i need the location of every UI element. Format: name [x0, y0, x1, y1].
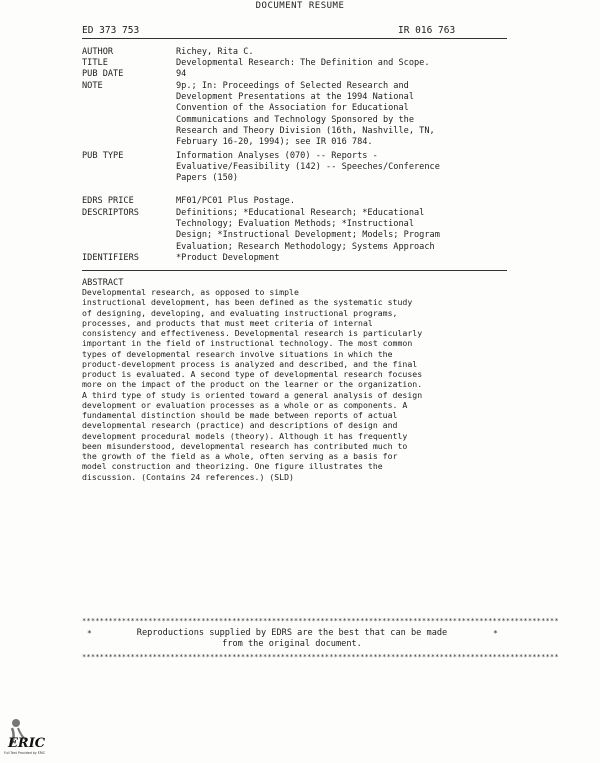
field-label: DESCRIPTORS	[82, 208, 139, 218]
field-value: Developmental Research: The Definition and Scope.	[176, 58, 430, 68]
field-pub-date	[82, 69, 512, 80]
field-value: Information Analyses (070) -- Reports - Evaluative/Feasibility (142) -- Speeches/Conference Papers (150)	[176, 151, 440, 184]
reproduction-notice: Reproductions supplied by EDRS are the best that can be made from the original document.	[136, 628, 448, 649]
field-value: *Product Development	[176, 253, 280, 263]
field-note	[82, 81, 512, 148]
field-label: TITLE	[82, 58, 108, 68]
document-title: DOCUMENT RESUME	[255, 1, 345, 11]
eric-logo-subtext: Full Text Provided by ERIC	[4, 751, 46, 755]
field-value: MF01/PC01 Plus Postage.	[176, 196, 295, 206]
abstract-text: Developmental research, as opposed to simple instructional development, has been defined as the systematic study of designing, developing, and evaluating instructional programs, processes, and products that must meet criteria of internal consistency and effectiveness. Developmental research is particularly important in the field of instructional technology. The most common types of developmental research involve situations in which the product-development process is analyzed and described, and the final product is evaluated. A second type of developmental research focuses more on the impact of the product on the learner or the organization. A third type of study is oriented toward a general analysis of design development or evaluation processes as a whole or as components. A fundamental distinction should be made between reports of actual developmental research (practice) and descriptions of design and development procedural models (theory). Although it has frequently been misunderstood, developmental research has contributed much to the growth of the field as a whole, often serving as a basis for model construction and theorizing. One figure illustrates the discussion. (Contains 24 references.) (SLD)	[82, 287, 423, 482]
field-descriptors	[82, 208, 512, 253]
field-label: AUTHOR	[82, 47, 114, 57]
abstract-label: ABSTRACT	[82, 278, 124, 288]
stars-bottom: ************************************************************************************************************	[82, 653, 559, 661]
eric-logo-text: ERIC	[8, 736, 46, 751]
star-left: *	[87, 629, 92, 638]
field-value: Richey, Rita C.	[176, 47, 254, 57]
field-identifiers	[82, 253, 512, 264]
star-right: *	[493, 629, 498, 638]
field-pub-type	[82, 151, 512, 185]
header-rule	[82, 38, 507, 39]
field-value: 94	[176, 69, 187, 79]
field-title	[82, 58, 512, 69]
field-label: NOTE	[82, 81, 103, 91]
ed-number: ED 373 753	[82, 25, 140, 36]
field-edrs-price	[82, 196, 512, 207]
ir-number: IR 016 763	[398, 25, 456, 36]
stars-top: ************************************************************************************************************	[82, 617, 559, 625]
field-label: PUB TYPE	[82, 151, 124, 161]
field-label: IDENTIFIERS	[82, 253, 139, 263]
field-value: 9p.; In: Proceedings of Selected Research and Development Presentations at the 1994 National Convention of the Association for Educational Communications and Technology Sponsored by the Research and Theory Division (16th, Nashville, TN, February 16-20, 1994); see IR 016 784.	[176, 81, 435, 148]
field-label: PUB DATE	[82, 69, 124, 79]
field-author	[82, 47, 512, 58]
field-label: EDRS PRICE	[82, 196, 134, 206]
field-value: Definitions; *Educational Research; *Educational Technology; Evaluation Methods; *Instructional Design; *Instructional Development; Models; Program Evaluation; Research Methodology; Systems Approach	[176, 208, 440, 252]
abstract-rule	[82, 270, 507, 271]
